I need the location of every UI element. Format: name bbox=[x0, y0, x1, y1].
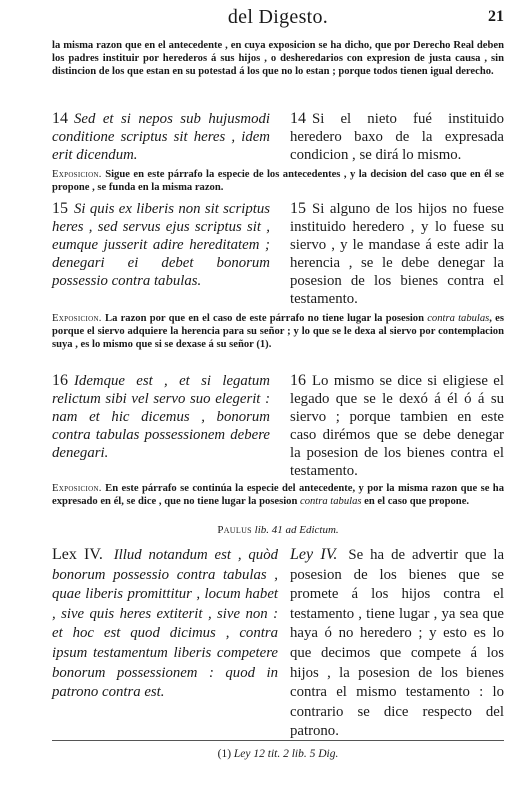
latin-body: Idemque est , et si legatum relictum sibi vel servo suo elegerit : nam et hic dicemus , bonorum contra tabulas possessionem debere denegari. bbox=[52, 373, 270, 461]
running-title: del Digesto. bbox=[227, 6, 329, 28]
exposition-text: en el caso que propone. bbox=[364, 496, 470, 507]
exposition-italic: contra tabulas bbox=[300, 496, 362, 507]
source-author: Paulus bbox=[217, 524, 252, 536]
exposition-text: En este párrafo se continúa la especie del antecedente, y por la misma razon que se ha expresado en él, se dice , que no tiene lugar la posesion bbox=[52, 483, 504, 507]
latin-text bbox=[52, 200, 270, 290]
intro-paragraph: la misma razon que en el antecedente , en cuya exposicion se ha dicho, que por Derecho Real deben los padres instituir por herederos á sus hijos , o desheredarios con expresion de justa causa , sin distincion de los que estan en su potestad á los que no lo estan ; porque todos tienen igual derecho. bbox=[52, 40, 504, 77]
exposition-1 bbox=[52, 168, 504, 194]
latin-body: Sed et si nepos sub hujusmodi conditione scriptus sit heres , idem erit dicendum. bbox=[52, 111, 270, 163]
paragraph-number: 14 bbox=[52, 110, 68, 127]
paragraph-number: 16 bbox=[52, 372, 68, 389]
exposition-italic: contra tabulas bbox=[427, 313, 490, 324]
footnote-mark: (1) bbox=[217, 748, 232, 760]
lex-latin bbox=[52, 545, 278, 703]
exposition-label: Exposicion. bbox=[52, 313, 102, 324]
spanish-body: Si el nieto fué instituido heredero baxo de la expresada condicion , se dirá lo mismo. bbox=[290, 111, 504, 163]
exposition-text: , es porque el siervo adquiere la herencia para su señor ; y lo que se le dexa al siervo por contemplacion suya , es lo mismo que si se dexase á su señor (1). bbox=[52, 313, 504, 350]
spanish-text bbox=[290, 372, 504, 480]
latin-body: Si quis ex liberis non sit scriptus heres , sed servus ejus scriptus sit , eumque jusserit adire hereditatem ; denegari ei debet bonorum possessio contra tabulas. bbox=[52, 201, 270, 289]
source-citation bbox=[52, 524, 504, 536]
exposition-2 bbox=[52, 312, 504, 351]
paragraph-number: 14 bbox=[290, 110, 306, 127]
lex-label: Ley IV. bbox=[290, 546, 338, 563]
spanish-body: Lo mismo se dice si eligiese el legado que se le dexó á él ó á su siervo ; porque tambien en este caso dirémos que se debe denegar la posesion de los bienes contra el testamento. bbox=[290, 373, 504, 479]
exposition-3 bbox=[52, 482, 504, 508]
lex-spanish-body: Se ha de advertir que la posesion de los bienes que se promete á los hijos contra el testamento , tiene lugar , ya sea que haya ó no heredero ; y esto es lo que decimos que compete á los hijos , la posesion de los bienes contra el mismo testamento : lo contrario se dice respecto del patrono. bbox=[290, 547, 505, 740]
lex-spanish bbox=[290, 545, 504, 742]
spanish-body: Si alguno de los hijos no fuese instituido heredero , y lo fuese su siervo , y le mandase á este adir la herencia , se le debe denegar la posesion de los bienes contra el testamento. bbox=[290, 201, 504, 307]
spanish-text bbox=[290, 200, 504, 308]
exposition-text: La razon por que en el caso de este párrafo no tiene lugar la posesion bbox=[105, 313, 424, 324]
exposition-label: Exposicion. bbox=[52, 169, 102, 180]
paragraph-number: 15 bbox=[290, 200, 306, 217]
source-work: lib. 41 ad Edictum. bbox=[254, 524, 339, 536]
lex-label: Lex IV. bbox=[52, 546, 103, 563]
paragraph-number: 16 bbox=[290, 372, 306, 389]
footnote bbox=[52, 748, 504, 760]
footnote-reference: Ley 12 tit. 2 lib. 5 Dig. bbox=[233, 748, 339, 760]
paragraph-number: 15 bbox=[52, 200, 68, 217]
running-header bbox=[52, 6, 504, 36]
exposition-text: Sigue en este párrafo la especie de los antecedentes , y la decision del caso que en él se propone , se funda en la misma razon. bbox=[52, 169, 504, 193]
lex-latin-body: Illud notandum est , quòd bonorum possessio contra tabulas , quae liberis promittitur , locum habet , sive quis heres extiterit , sive non : et hoc est quod dicimus , contra ipsum testamentum liberis competere bonorum possessionem : quod in patrono contra est. bbox=[52, 547, 278, 701]
page-number: 21 bbox=[488, 8, 504, 25]
spanish-text bbox=[290, 110, 504, 164]
latin-text bbox=[52, 372, 270, 462]
latin-text bbox=[52, 110, 270, 164]
footnote-divider bbox=[52, 740, 504, 741]
exposition-label: Exposicion. bbox=[52, 483, 102, 494]
